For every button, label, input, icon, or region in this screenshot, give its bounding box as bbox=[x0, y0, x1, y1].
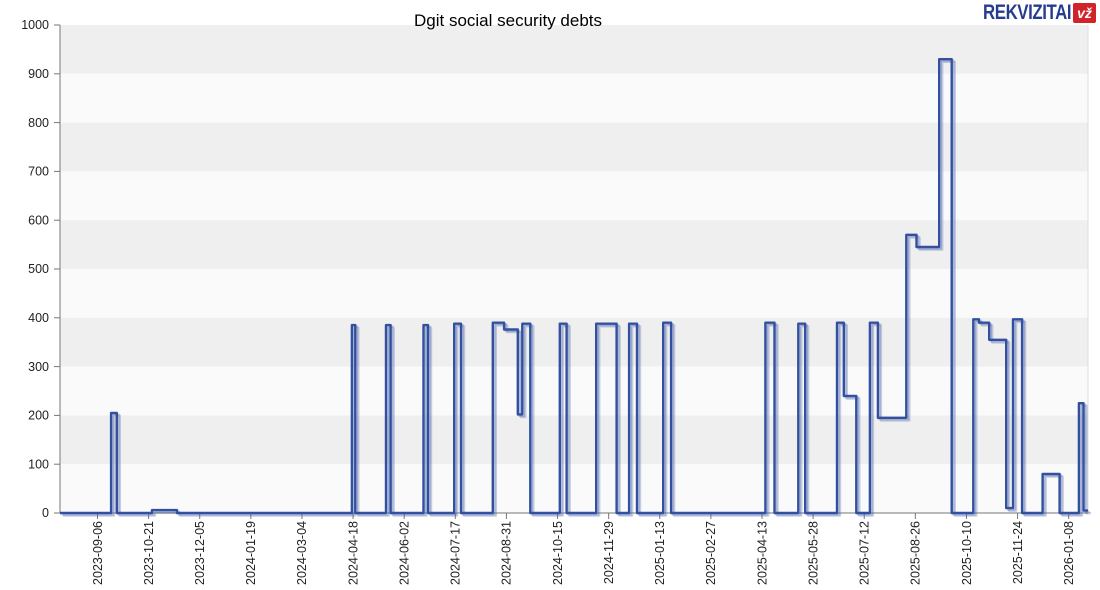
x-tick-label: 2024-11-29 bbox=[601, 521, 616, 585]
y-tick-label: 600 bbox=[28, 213, 49, 228]
x-tick-label: 2025-01-13 bbox=[653, 521, 668, 585]
grid-band bbox=[60, 25, 1088, 74]
y-tick-label: 300 bbox=[28, 359, 49, 374]
grid-band bbox=[60, 415, 1088, 464]
grid-band bbox=[60, 269, 1088, 318]
x-tick-label: 2023-12-05 bbox=[193, 521, 208, 585]
x-tick-label: 2024-03-04 bbox=[295, 521, 310, 585]
grid-band bbox=[60, 367, 1088, 416]
y-tick-label: 1000 bbox=[21, 18, 49, 33]
y-tick-label: 800 bbox=[28, 115, 49, 130]
vz-badge-icon: vž bbox=[1073, 3, 1096, 23]
x-tick-label: 2023-10-21 bbox=[141, 521, 156, 585]
y-tick-label: 500 bbox=[28, 262, 49, 277]
x-tick-label: 2024-10-15 bbox=[550, 521, 565, 585]
x-tick-label: 2025-05-28 bbox=[806, 521, 821, 585]
grid-band bbox=[60, 318, 1088, 367]
y-tick-label: 100 bbox=[28, 457, 49, 472]
x-tick-label: 2025-10-10 bbox=[959, 521, 974, 585]
y-tick-label: 0 bbox=[42, 506, 49, 521]
x-tick-label: 2024-07-17 bbox=[448, 521, 463, 585]
grid-band bbox=[60, 171, 1088, 220]
chart-title: Dgit social security debts bbox=[413, 11, 603, 30]
x-tick-label: 2025-07-12 bbox=[857, 521, 872, 585]
y-tick-label: 200 bbox=[28, 408, 49, 423]
grid-band bbox=[60, 464, 1088, 513]
x-tick-label: 2024-08-31 bbox=[499, 521, 514, 585]
brand-logo-text: REKVIZITAI bbox=[982, 1, 1071, 24]
brand-logo bbox=[961, 2, 1096, 24]
grid-band bbox=[60, 74, 1088, 123]
x-tick-label: 2024-01-19 bbox=[244, 521, 259, 585]
grid-band bbox=[60, 123, 1088, 172]
x-tick-label: 2023-09-06 bbox=[90, 521, 105, 585]
y-tick-label: 400 bbox=[28, 311, 49, 325]
y-tick-label: 700 bbox=[28, 164, 49, 179]
y-tick-label: 900 bbox=[28, 67, 49, 81]
x-tick-label: 2025-08-26 bbox=[908, 521, 923, 585]
x-tick-label: 2024-06-02 bbox=[397, 521, 412, 585]
x-tick-label: 2025-11-24 bbox=[1010, 521, 1025, 585]
x-tick-label: 2025-02-27 bbox=[704, 521, 719, 585]
x-tick-label: 2026-01-08 bbox=[1061, 521, 1076, 585]
grid-band bbox=[60, 220, 1088, 269]
x-tick-label: 2025-04-13 bbox=[755, 521, 770, 585]
x-tick-label: 2024-04-18 bbox=[346, 521, 361, 585]
